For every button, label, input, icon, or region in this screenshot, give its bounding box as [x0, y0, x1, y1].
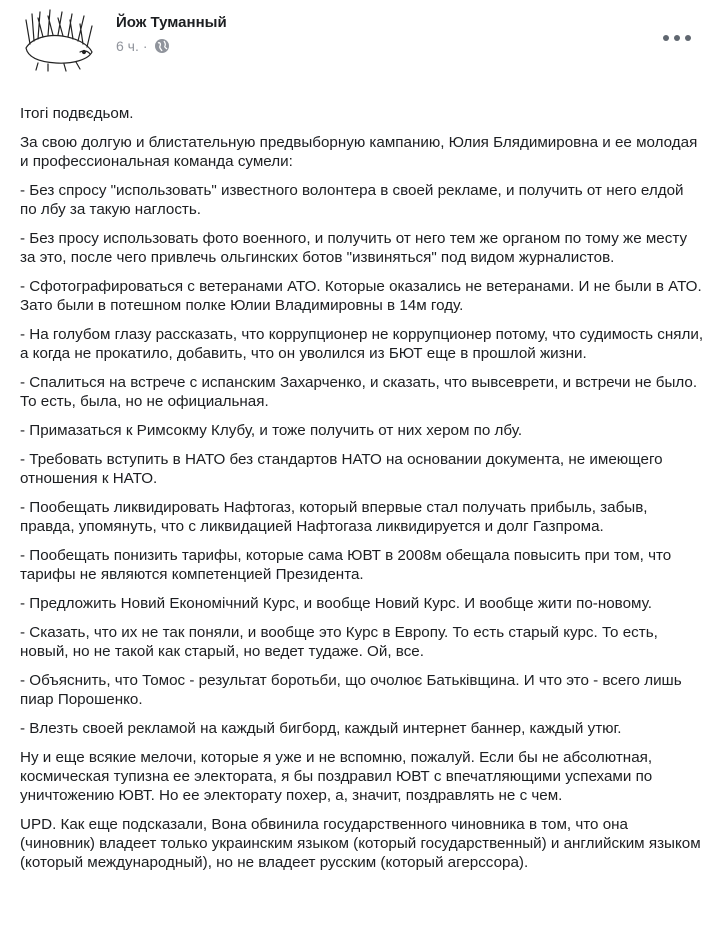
post-paragraph: - Сказать, что их не так поняли, и вообще это Курс в Европу. То есть старый курс. То есть, новый, но не такой как старый, но ведет тудаже. Ой, все. [20, 624, 658, 660]
post-paragraph: - Объяснить, что Томос - результат боротьби, що очолює Батьківщина. И что это - всего лишь пиар Порошенко. [20, 672, 682, 708]
post-paragraph: - Пообещать понизить тарифы, которые сама ЮВТ в 2008м обещала повысить при том, что тарифы не являются компетенцией Президента. [20, 547, 672, 583]
post-paragraph: - Примазаться к Римсокму Клубу, и тоже получить от них хером по лбу. [20, 422, 523, 439]
post-paragraph: - Предложить Новий Економічний Курс, и вообще Новий Курс. И вообще жити по-новому. [20, 595, 652, 612]
post-paragraph: - На голубом глазу рассказать, что коррупционер не коррупционер потому, что судимость сняли, а когда не прокатило, добавить, что он уволился из БЮТ еще в прошлой жизни. [20, 326, 704, 362]
meta-separator: · [142, 38, 148, 54]
post-paragraph: - Требовать вступить в НАТО без стандартов НАТО на основании документа, не имеющего отношения к НАТО. [20, 451, 663, 487]
post-header [0, 0, 720, 80]
post-paragraph: UPD. Как еще подсказали, Вона обвинила государственного чиновника в том, что она (чиновник) владеет только украинским языком (который государственный) и английским языком (который международный), но не владеет русским (который агерссора). [20, 816, 701, 871]
post-paragraph: - Спалиться на встрече с испанским Захарченко, и сказать, что вывсеврети, и встречи не было. То есть, была, но не официальная. [20, 374, 698, 410]
post-paragraph: За свою долгую и блистательную предвыборную кампанию, Юлия Блядимировна и ее молодая и профессиональная команда сумели: [20, 134, 698, 170]
globe-icon[interactable] [154, 38, 170, 54]
post-paragraph: Ітогі подвєдьом. [20, 105, 134, 122]
post-paragraph: - Без спросу "использовать" известного волонтера в своей рекламе, и получить от него елдой по лбу за такую наглость. [20, 182, 684, 218]
more-options-icon[interactable] [660, 30, 694, 46]
post-paragraph: Ну и еще всякие мелочи, которые я уже и не вспомню, пожалуй. Если бы не абсолютная, космическая тупизна ее электората, я бы поздравил ЮВТ с впечатляющими успехами по уничтожению ЮВТ. Но ее электорату похер, а, значит, поздравлять не с чем. [20, 749, 653, 804]
post-time[interactable]: 6 ч. [116, 38, 139, 54]
post-meta [116, 38, 170, 54]
author-name[interactable]: Йож Туманный [116, 14, 227, 31]
post-paragraph: - Пообещать ликвидировать Нафтогаз, который впервые стал получать прибыль, забыв, правда, упомянуть, что с ликвидацией Нафтогаза ликвидируется и долг Газпрома. [20, 499, 648, 535]
avatar[interactable] [18, 8, 98, 74]
post-paragraph: - Без просу использовать фото военного, и получить от него тем же органом по тому же месту за это, после чего привлечь ольгинских ботов "извиняться" под видом журналистов. [20, 230, 688, 266]
post-paragraph: - Влезть своей рекламой на каждый бигборд, каждый интернет баннер, каждый утюг. [20, 720, 622, 737]
post-paragraph: - Сфотографироваться с ветеранами АТО. Которые оказались не ветеранами. И не были в АТО. Зато были в потешном полке Юлии Владимировны в 14м году. [20, 278, 702, 314]
post-text [20, 104, 704, 882]
